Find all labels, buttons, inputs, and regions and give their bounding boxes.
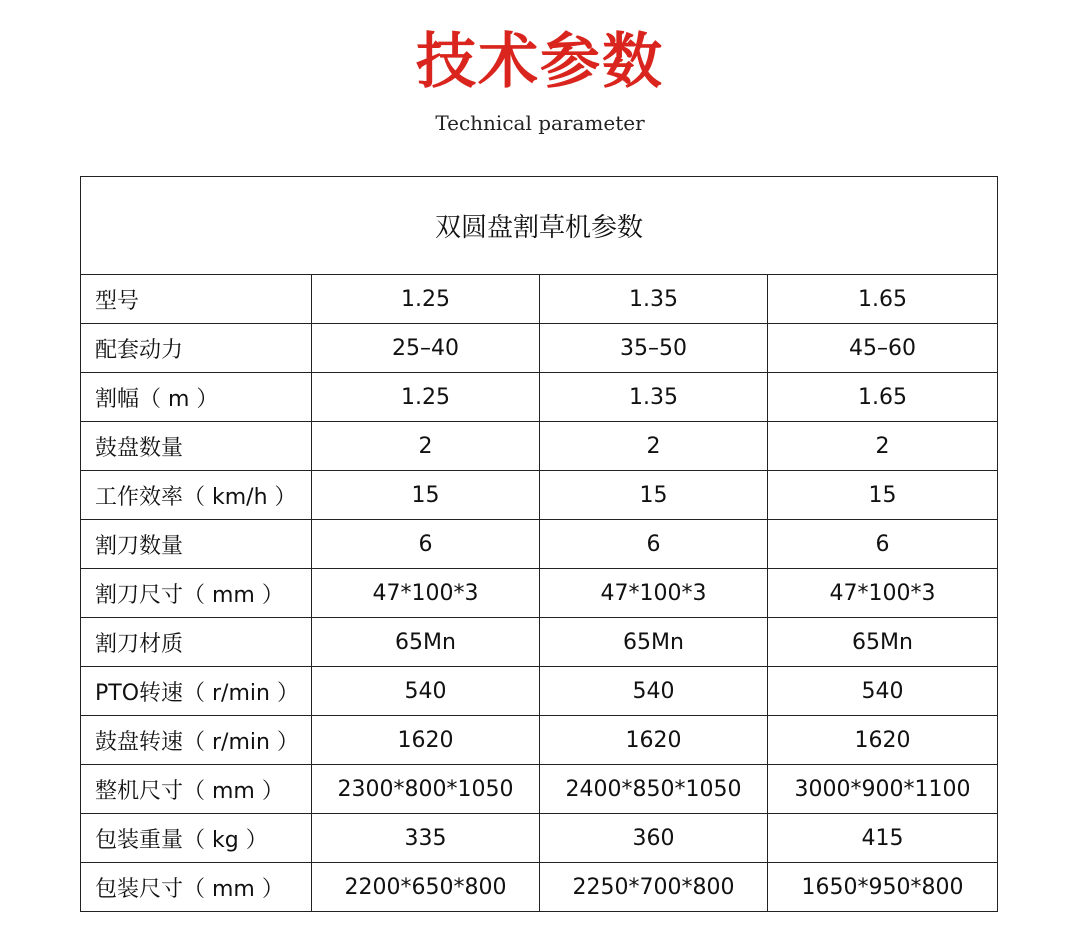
param-value: 540 [768,667,998,716]
param-name: 割刀材质 [81,618,312,667]
param-value: 15 [768,471,998,520]
table-row [81,618,998,667]
spec-table [80,176,998,912]
param-name: 配套动力 [81,324,312,373]
param-value: 1.65 [768,275,998,324]
param-value: 25–40 [312,324,540,373]
param-name: PTO转速（ r/min ） [81,667,312,716]
param-name: 型号 [81,275,312,324]
table-row [81,422,998,471]
table-body [81,275,998,912]
param-value: 1.35 [540,373,768,422]
param-value: 65Mn [312,618,540,667]
param-value: 1.65 [768,373,998,422]
param-value: 2 [540,422,768,471]
param-value: 1620 [312,716,540,765]
param-name: 整机尺寸（ mm ） [81,765,312,814]
param-name: 包装尺寸（ mm ） [81,863,312,912]
param-value: 1620 [768,716,998,765]
param-value: 47*100*3 [312,569,540,618]
param-value: 35–50 [540,324,768,373]
param-value: 1650*950*800 [768,863,998,912]
param-value: 2200*650*800 [312,863,540,912]
param-value: 2250*700*800 [540,863,768,912]
param-value: 2400*850*1050 [540,765,768,814]
param-name: 割刀尺寸（ mm ） [81,569,312,618]
param-value: 6 [312,520,540,569]
param-name: 工作效率（ km/h ） [81,471,312,520]
table-row [81,324,998,373]
param-name: 割刀数量 [81,520,312,569]
table-row [81,275,998,324]
param-value: 3000*900*1100 [768,765,998,814]
table-row [81,373,998,422]
table-row [81,716,998,765]
param-value: 15 [540,471,768,520]
table-title: 双圆盘割草机参数 [81,177,998,275]
param-name: 鼓盘转速（ r/min ） [81,716,312,765]
param-name: 鼓盘数量 [81,422,312,471]
param-value: 1.25 [312,373,540,422]
param-value: 65Mn [540,618,768,667]
param-value: 6 [540,520,768,569]
param-value: 65Mn [768,618,998,667]
param-value: 15 [312,471,540,520]
page-subtitle: Technical parameter [435,111,645,135]
table-row [81,765,998,814]
table-row [81,520,998,569]
param-value: 360 [540,814,768,863]
table-row [81,667,998,716]
param-value: 2 [768,422,998,471]
param-value: 2300*800*1050 [312,765,540,814]
param-value: 1620 [540,716,768,765]
param-value: 540 [540,667,768,716]
page-title: 技术参数 [416,27,664,97]
param-name: 割幅（ m ） [81,373,312,422]
param-value: 47*100*3 [540,569,768,618]
table-title-row [81,177,998,275]
param-value: 47*100*3 [768,569,998,618]
param-value: 1.35 [540,275,768,324]
table-row [81,863,998,912]
param-value: 6 [768,520,998,569]
param-value: 2 [312,422,540,471]
table-row [81,814,998,863]
param-value: 45–60 [768,324,998,373]
table-row [81,471,998,520]
param-value: 540 [312,667,540,716]
table-row [81,569,998,618]
param-value: 1.25 [312,275,540,324]
param-value: 335 [312,814,540,863]
param-name: 包装重量（ kg ） [81,814,312,863]
param-value: 415 [768,814,998,863]
